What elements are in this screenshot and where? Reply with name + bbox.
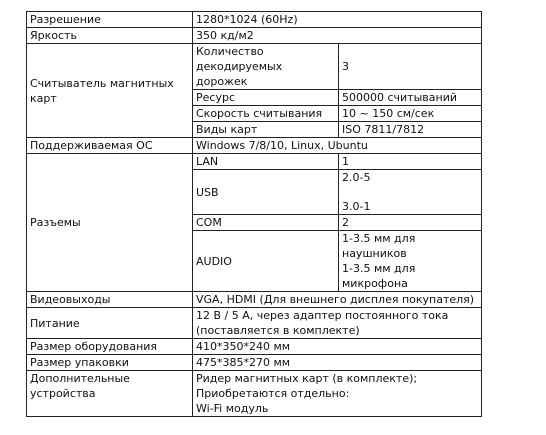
spacer <box>342 185 478 199</box>
power-value-2: (поставляется в комплекте) <box>196 324 360 337</box>
table-row <box>27 308 482 339</box>
spec-label: Размер оборудования <box>27 339 193 355</box>
sub-label: USB <box>193 170 339 215</box>
sub-value <box>339 170 482 215</box>
sub-value: 500000 считываний <box>339 90 482 106</box>
extras-value-3: Wi-Fi модуль <box>196 402 269 415</box>
spec-label: Видеовыходы <box>27 292 193 308</box>
sub-value <box>339 231 482 292</box>
sub-label: LAN <box>193 154 339 170</box>
table-row <box>27 292 482 308</box>
sub-label: COM <box>193 215 339 231</box>
audio-value-1: 1-3.5 мм для наушников <box>342 232 416 260</box>
spec-value: VGA, HDMI (Для внешнего дисплея покупателя) <box>193 292 482 308</box>
power-value-1: 12 В / 5 А, через адаптер постоянного тока <box>196 309 449 322</box>
usb-value-1: 2.0-5 <box>342 171 371 184</box>
table-row <box>27 339 482 355</box>
sub-label: AUDIO <box>193 231 339 292</box>
table-row <box>27 138 482 154</box>
sub-value: 1 <box>339 154 482 170</box>
spec-label: Питание <box>27 308 193 339</box>
spec-label: Разрешение <box>27 12 193 28</box>
sub-label: Количество декодируемых дорожек <box>193 44 339 90</box>
table-row <box>27 371 482 417</box>
spec-value: 475*385*270 мм <box>193 355 482 371</box>
spec-label: Яркость <box>27 28 193 44</box>
sub-label: Скорость считывания <box>193 106 339 122</box>
sub-label: Ресурс <box>193 90 339 106</box>
extras-value-1: Ридер магнитных карт (в комплекте); <box>196 372 418 385</box>
spec-label: Размер упаковки <box>27 355 193 371</box>
extras-value-2: Приобретаются отдельно: <box>196 387 350 400</box>
spec-value: 350 кд/м2 <box>193 28 482 44</box>
spec-label: Дополнительные устройства <box>27 371 193 417</box>
spec-value: 1280*1024 (60Hz) <box>193 12 482 28</box>
table-row <box>27 12 482 28</box>
sub-value: 3 <box>339 44 482 90</box>
sub-value: ISO 7811/7812 <box>339 122 482 138</box>
sub-value: 10 ~ 150 см/сек <box>339 106 482 122</box>
sub-label: Виды карт <box>193 122 339 138</box>
sub-value: 2 <box>339 215 482 231</box>
table-row <box>27 355 482 371</box>
spec-value <box>193 371 482 417</box>
spec-label: Считыватель магнитных карт <box>27 44 193 138</box>
table-row <box>27 28 482 44</box>
spec-label: Поддерживаемая ОС <box>27 138 193 154</box>
audio-value-2: 1-3.5 мм для микрофона <box>342 262 416 290</box>
spec-value <box>193 308 482 339</box>
spec-label: Разъемы <box>27 154 193 292</box>
spec-table <box>26 11 482 417</box>
usb-value-2: 3.0-1 <box>342 200 371 213</box>
spec-value: Windows 7/8/10, Linux, Ubuntu <box>193 138 482 154</box>
table-row <box>27 154 482 170</box>
spec-value: 410*350*240 мм <box>193 339 482 355</box>
table-row <box>27 44 482 90</box>
